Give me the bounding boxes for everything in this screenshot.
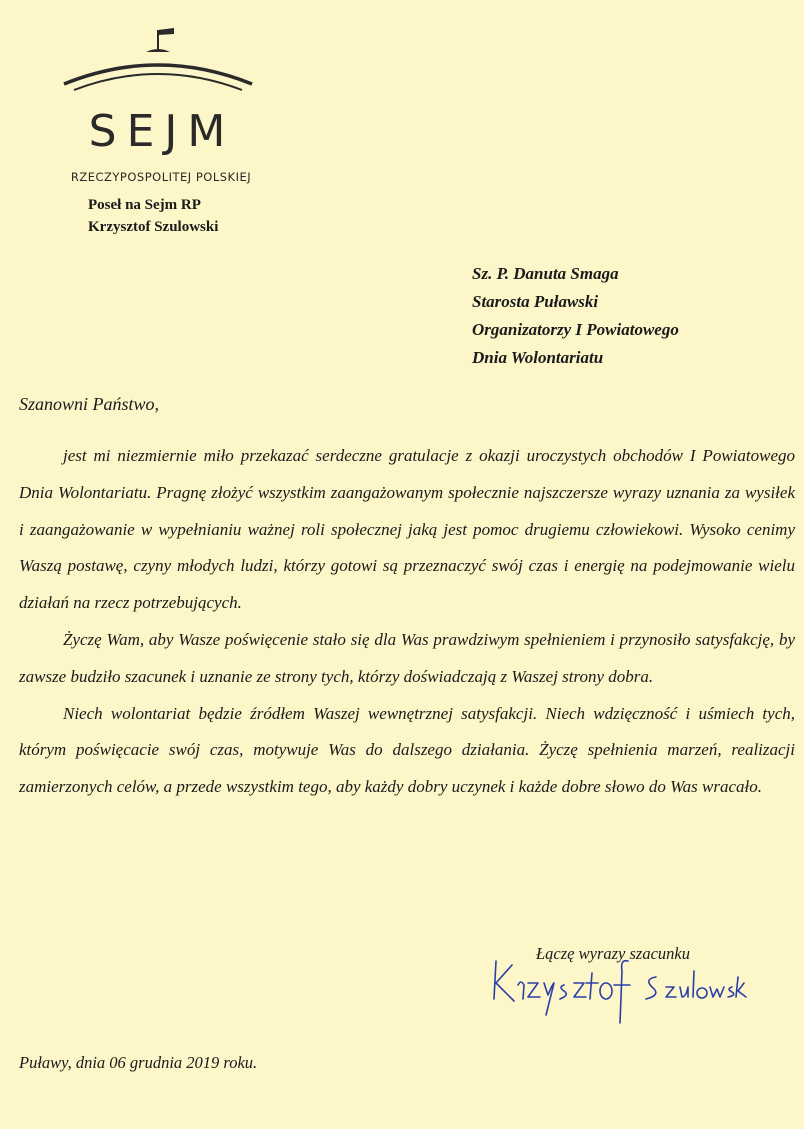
sejm-logo bbox=[58, 22, 258, 182]
body-paragraph: Niech wolontariat będzie źródłem Waszej wewnętrznej satysfakcji. Niech wdzięczność i uśmiech tych, którym poświęcacie swój czas, motywuje Was do dalszego działania. Życzę spełnienia marzeń, realizacji zamierzonych celów, a przede wszystkim tego, aby każdy dobry uczynek i każde dobre słowo do Was wracało. bbox=[19, 703, 795, 797]
closing-phrase: Łączę wyrazy szacunku bbox=[536, 944, 690, 963]
handwritten-signature bbox=[488, 955, 748, 1025]
recipient-line: Starosta Puławski bbox=[472, 292, 599, 311]
recipient-line: Sz. P. Danuta Smaga bbox=[472, 264, 619, 283]
logo-subtitle: RZECZYPOSPOLITEJ POLSKIEJ bbox=[70, 170, 252, 184]
sejm-dome-icon bbox=[58, 22, 258, 112]
body-paragraph: Życzę Wam, aby Wasze poświęcenie stało się dla Was prawdziwym spełnieniem i przynosiło satysfakcję, by zawsze budziło szacunek i uznanie ze strony tych, którzy doświadczają z Waszej strony dobra. bbox=[19, 629, 795, 686]
recipient-block bbox=[472, 260, 679, 372]
body-paragraph: jest mi niezmiernie miło przekazać serdeczne gratulacje z okazji uroczystych obchodów I Powiatowego Dnia Wolontariatu. Pragnę złożyć wszystkim zaangażowanym społecznie najszczersze wyrazy uznania za wysiłek i zaangażowanie w wypełnianiu ważnej roli społecznej jaką jest pomoc drugiemu człowiekowi. Wysoko cenimy Waszą postawę, czyny młodych ludzi, którzy gotowi są przeznaczyć swój czas i energię na podejmowanie wielu działań na rzecz potrzebujących. bbox=[19, 446, 795, 613]
letter-body bbox=[19, 438, 795, 806]
sender-name: Krzysztof Szulowski bbox=[88, 219, 219, 235]
recipient-line: Dnia Wolontariatu bbox=[472, 348, 604, 367]
greeting: Szanowni Państwo, bbox=[19, 394, 160, 414]
sender-block bbox=[88, 194, 218, 238]
date-line: Puławy, dnia 06 grudnia 2019 roku. bbox=[19, 1053, 258, 1072]
logo-wordmark: SEJM bbox=[88, 106, 236, 157]
sender-title: Poseł na Sejm RP bbox=[88, 197, 201, 213]
recipient-line: Organizatorzy I Powiatowego bbox=[472, 320, 679, 339]
